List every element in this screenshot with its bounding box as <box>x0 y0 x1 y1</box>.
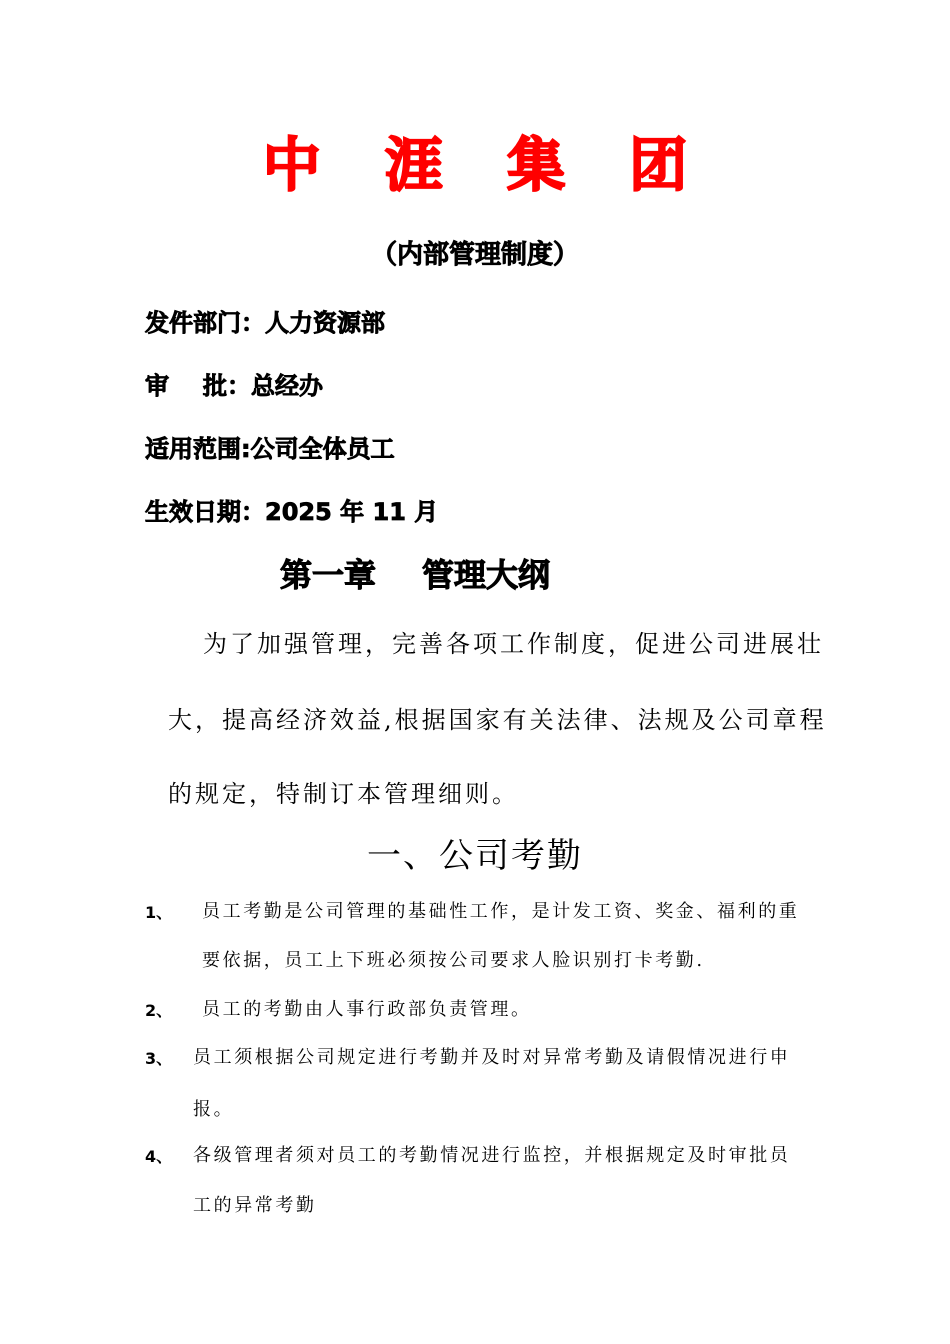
intro-line-2: 大，提高经济效益,根据国家有关法律、法规及公司章程 <box>168 706 827 734</box>
list-item-number: 4、 <box>145 1147 173 1166</box>
document-subtitle: （内部管理制度） <box>370 240 579 270</box>
meta-scope: 适用范围:公司全体员工 <box>145 435 395 463</box>
list-item-number: 3、 <box>145 1049 173 1068</box>
meta-approval-label: 审 <box>145 372 169 400</box>
meta-approval-value: 批：总经办 <box>203 372 323 400</box>
intro-line-1: 为了加强管理，完善各项工作制度，促进公司进展壮 <box>203 630 824 658</box>
section-heading: 一、公司考勤 <box>367 836 583 876</box>
list-item-line: 报。 <box>193 1099 235 1120</box>
intro-line-3: 的规定，特制订本管理细则。 <box>168 780 519 808</box>
list-item-number: 1、 <box>145 903 173 922</box>
list-item-line: 员工须根据公司规定进行考勤并及时对异常考勤及请假情况进行申 <box>193 1047 791 1068</box>
meta-effective-date: 生效日期：2025 年 11 月 <box>145 498 439 526</box>
chapter-number: 第一章 <box>280 556 377 594</box>
meta-department: 发件部门：人力资源部 <box>145 309 385 337</box>
list-item-line: 要依据，员工上下班必须按公司要求人脸识别打卡考勤. <box>202 950 705 971</box>
list-item-line: 工的异常考勤 <box>193 1195 317 1216</box>
meta-approval <box>145 366 323 401</box>
list-item-line: 员工的考勤由人事行政部负责管理。 <box>202 999 532 1020</box>
list-item-number: 2、 <box>145 1001 173 1020</box>
chapter-heading <box>280 550 550 596</box>
list-item-line: 员工考勤是公司管理的基础性工作，是计发工资、奖金、福利的重 <box>202 901 800 922</box>
chapter-name: 管理大纲 <box>422 556 551 594</box>
company-title: 中 涯 集 团 <box>262 131 710 199</box>
list-item-line: 各级管理者须对员工的考勤情况进行监控，并根据规定及时审批员 <box>193 1145 791 1166</box>
